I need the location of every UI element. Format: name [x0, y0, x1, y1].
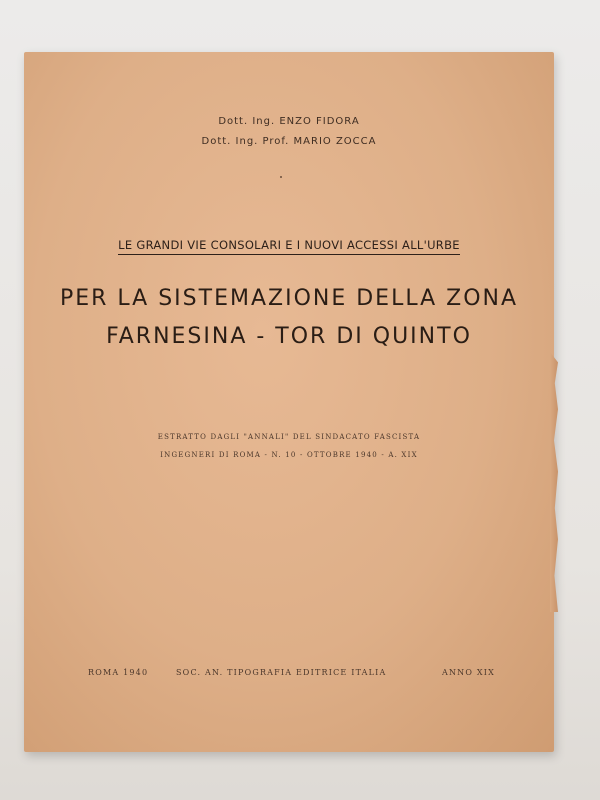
extract-line: ESTRATTO DAGLI "ANNALI" DEL SINDACATO FASCISTA [157, 433, 421, 441]
extract-line: INGEGNERI DI ROMA - N. 10 - OTTOBRE 1940 - A. XIX [160, 451, 418, 459]
footer-place-year: ROMA 1940 [88, 668, 149, 677]
author-line: Dott. Ing. ENZO FIDORA [218, 116, 360, 127]
document-page [24, 52, 554, 752]
print-dot [280, 176, 282, 178]
footer-era: ANNO XIX [442, 668, 496, 677]
main-title-line: PER LA SISTEMAZIONE DELLA ZONA [59, 286, 519, 311]
main-title [24, 280, 554, 356]
extract-note [24, 428, 554, 464]
series-title [24, 238, 554, 252]
main-title-line: FARNESINA - TOR DI QUINTO [106, 324, 472, 349]
author-line: Dott. Ing. Prof. MARIO ZOCCA [201, 136, 377, 147]
footer-printer: SOC. AN. TIPOGRAFIA EDITRICE ITALIA [176, 668, 387, 677]
series-title-text: LE GRANDI VIE CONSOLARI E I NUOVI ACCESSI ALL'URBE [118, 238, 460, 255]
authors-block [24, 112, 554, 152]
